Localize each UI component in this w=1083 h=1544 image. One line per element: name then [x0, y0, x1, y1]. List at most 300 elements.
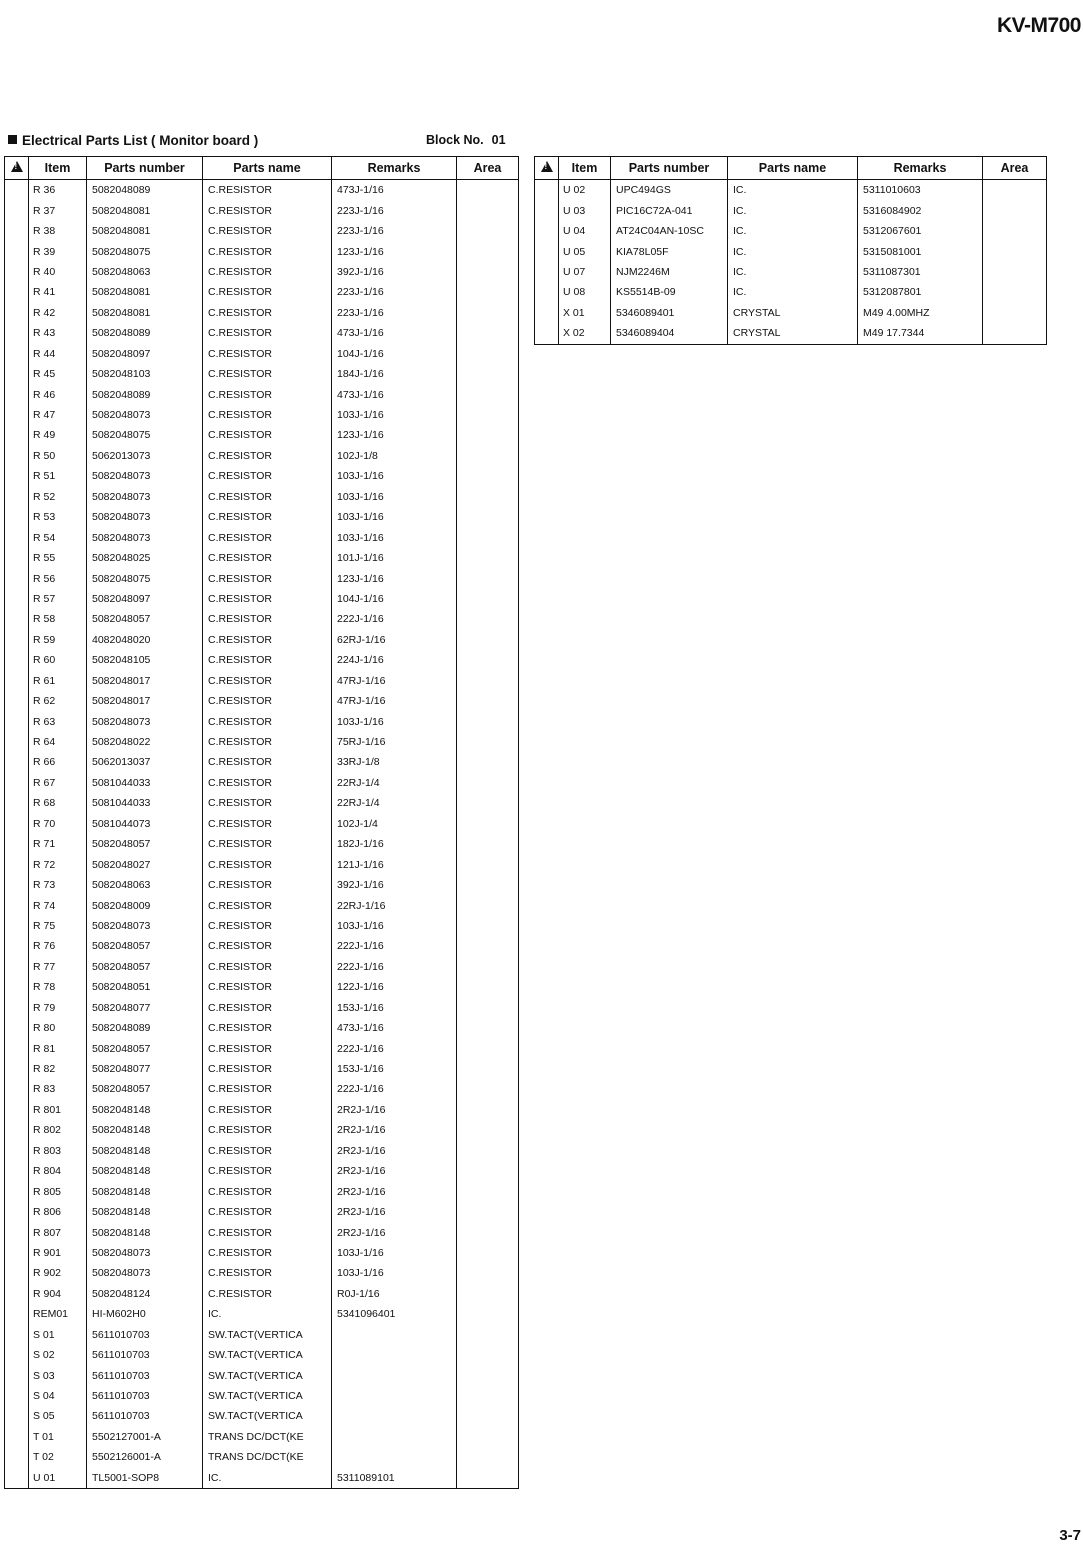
remarks-cell: 123J-1/16 [332, 568, 457, 588]
item-cell: R 66 [29, 752, 87, 772]
area-cell [457, 875, 519, 895]
area-cell [457, 752, 519, 772]
remarks-cell: 103J-1/16 [332, 466, 457, 486]
parts-name-cell: C.RESISTOR [203, 671, 332, 691]
area-cell [457, 1365, 519, 1385]
warning-cell [5, 1141, 29, 1161]
parts-number-cell: 5082048073 [87, 466, 203, 486]
warning-cell [5, 916, 29, 936]
item-cell: R 803 [29, 1141, 87, 1161]
table-row [5, 998, 519, 1018]
item-column-header: Item [559, 157, 611, 180]
block-number [426, 133, 506, 147]
warning-cell [5, 732, 29, 752]
area-cell [457, 323, 519, 343]
warning-cell [5, 1263, 29, 1283]
remarks-cell: 222J-1/16 [332, 957, 457, 977]
area-cell [457, 589, 519, 609]
parts-name-cell: C.RESISTOR [203, 814, 332, 834]
warning-cell [5, 1468, 29, 1489]
item-cell: R 83 [29, 1079, 87, 1099]
warning-cell [5, 1243, 29, 1263]
remarks-column-header: Remarks [858, 157, 983, 180]
item-cell: U 02 [559, 180, 611, 201]
remarks-cell: 224J-1/16 [332, 650, 457, 670]
area-cell [457, 282, 519, 302]
table-row [5, 1386, 519, 1406]
table-row [5, 364, 519, 384]
parts-number-cell: 5062013073 [87, 446, 203, 466]
remarks-cell: 103J-1/16 [332, 507, 457, 527]
parts-name-cell: C.RESISTOR [203, 793, 332, 813]
parts-name-cell: SW.TACT(VERTICA [203, 1386, 332, 1406]
parts-table-right-body [535, 180, 1047, 345]
table-header-row [5, 157, 519, 180]
parts-number-cell: UPC494GS [611, 180, 728, 201]
item-cell: R 63 [29, 711, 87, 731]
section-title [8, 133, 258, 148]
remarks-cell: 103J-1/16 [332, 916, 457, 936]
area-cell [457, 1222, 519, 1242]
parts-name-cell: C.RESISTOR [203, 384, 332, 404]
warning-cell [535, 323, 559, 344]
parts-name-cell: C.RESISTOR [203, 221, 332, 241]
item-cell: R 59 [29, 630, 87, 650]
parts-number-cell: 5346089401 [611, 303, 728, 323]
parts-name-cell: C.RESISTOR [203, 1100, 332, 1120]
item-cell: R 804 [29, 1161, 87, 1181]
table-row [5, 752, 519, 772]
table-row [5, 446, 519, 466]
warning-cell [5, 1222, 29, 1242]
parts-number-cell: 5082048124 [87, 1284, 203, 1304]
remarks-cell: 62RJ-1/16 [332, 630, 457, 650]
table-row [5, 630, 519, 650]
parts-name-cell: CRYSTAL [728, 323, 858, 344]
remarks-cell: 103J-1/16 [332, 487, 457, 507]
area-cell [457, 425, 519, 445]
item-cell: S 04 [29, 1386, 87, 1406]
item-cell: REM01 [29, 1304, 87, 1324]
area-cell [457, 384, 519, 404]
area-cell [457, 1447, 519, 1467]
warning-cell [5, 200, 29, 220]
parts-name-cell: C.RESISTOR [203, 487, 332, 507]
parts-name-cell: TRANS DC/DCT(KE [203, 1447, 332, 1467]
warning-cell [5, 1038, 29, 1058]
item-cell: U 01 [29, 1468, 87, 1489]
remarks-cell: 392J-1/16 [332, 262, 457, 282]
area-cell [457, 1181, 519, 1201]
remarks-cell: 123J-1/16 [332, 425, 457, 445]
area-cell [457, 221, 519, 241]
table-row [535, 200, 1047, 220]
item-cell: R 45 [29, 364, 87, 384]
table-row [5, 732, 519, 752]
parts-name-cell: C.RESISTOR [203, 977, 332, 997]
remarks-cell [332, 1365, 457, 1385]
table-row [5, 814, 519, 834]
parts-name-cell: C.RESISTOR [203, 200, 332, 220]
warning-cell [5, 875, 29, 895]
parts-name-cell: C.RESISTOR [203, 752, 332, 772]
parts-number-cell: 5082048075 [87, 425, 203, 445]
parts-number-cell: 5082048057 [87, 609, 203, 629]
parts-number-cell: AT24C04AN-10SC [611, 221, 728, 241]
area-cell [983, 303, 1047, 323]
warning-cell [5, 1100, 29, 1120]
parts-name-cell: C.RESISTOR [203, 1222, 332, 1242]
parts-number-cell: 5611010703 [87, 1325, 203, 1345]
item-cell: T 02 [29, 1447, 87, 1467]
parts-number-cell: 5082048073 [87, 507, 203, 527]
item-cell: R 904 [29, 1284, 87, 1304]
table-row [535, 180, 1047, 201]
area-cell [457, 487, 519, 507]
parts-name-cell: IC. [728, 282, 858, 302]
item-cell: R 76 [29, 936, 87, 956]
warning-cell [5, 998, 29, 1018]
area-cell [457, 711, 519, 731]
parts-number-cell: 5082048073 [87, 916, 203, 936]
remarks-cell: 222J-1/16 [332, 609, 457, 629]
area-cell [457, 957, 519, 977]
area-cell [983, 221, 1047, 241]
item-cell: R 39 [29, 241, 87, 261]
item-cell: R 802 [29, 1120, 87, 1140]
area-cell [457, 834, 519, 854]
remarks-cell: 392J-1/16 [332, 875, 457, 895]
warning-cell [535, 282, 559, 302]
table-row [535, 262, 1047, 282]
remarks-cell: 184J-1/16 [332, 364, 457, 384]
warning-cell [5, 364, 29, 384]
item-cell: U 07 [559, 262, 611, 282]
item-cell: R 42 [29, 303, 87, 323]
area-cell [457, 650, 519, 670]
parts-name-cell: C.RESISTOR [203, 875, 332, 895]
warning-cell [5, 487, 29, 507]
parts-name-cell: C.RESISTOR [203, 446, 332, 466]
warning-cell [5, 691, 29, 711]
remarks-cell: 121J-1/16 [332, 854, 457, 874]
remarks-cell: 222J-1/16 [332, 1038, 457, 1058]
area-cell [457, 262, 519, 282]
item-cell: R 37 [29, 200, 87, 220]
table-row [535, 303, 1047, 323]
parts-name-cell: IC. [728, 262, 858, 282]
parts-number-cell: 5082048077 [87, 1059, 203, 1079]
warning-column-header [5, 157, 29, 180]
parts-name-cell: C.RESISTOR [203, 1018, 332, 1038]
table-row [5, 711, 519, 731]
parts-number-column-header: Parts number [611, 157, 728, 180]
remarks-cell: 223J-1/16 [332, 221, 457, 241]
item-cell: R 54 [29, 527, 87, 547]
warning-cell [5, 282, 29, 302]
warning-cell [535, 303, 559, 323]
parts-number-cell: 5081044033 [87, 773, 203, 793]
area-cell [983, 200, 1047, 220]
remarks-cell: 473J-1/16 [332, 1018, 457, 1038]
parts-number-cell: 5082048148 [87, 1100, 203, 1120]
parts-number-cell: 5082048081 [87, 282, 203, 302]
remarks-cell: 22RJ-1/4 [332, 793, 457, 813]
parts-number-cell: KIA78L05F [611, 241, 728, 261]
parts-number-cell: 5082048057 [87, 957, 203, 977]
parts-number-cell: 5611010703 [87, 1345, 203, 1365]
parts-number-cell: 5082048148 [87, 1161, 203, 1181]
warning-cell [5, 609, 29, 629]
parts-number-cell: 5082048075 [87, 568, 203, 588]
remarks-cell: 182J-1/16 [332, 834, 457, 854]
parts-table-left [4, 156, 519, 1489]
parts-name-cell: C.RESISTOR [203, 1284, 332, 1304]
remarks-cell [332, 1427, 457, 1447]
table-row [5, 609, 519, 629]
area-cell [457, 180, 519, 201]
table-row [5, 671, 519, 691]
warning-cell [5, 630, 29, 650]
area-cell [457, 1263, 519, 1283]
warning-cell [5, 1365, 29, 1385]
area-cell [457, 1386, 519, 1406]
warning-cell [5, 425, 29, 445]
item-cell: R 50 [29, 446, 87, 466]
parts-number-cell: 5082048057 [87, 1038, 203, 1058]
parts-name-cell: C.RESISTOR [203, 1263, 332, 1283]
area-cell [457, 895, 519, 915]
parts-table-right [534, 156, 1047, 345]
area-cell [983, 262, 1047, 282]
table-row [5, 895, 519, 915]
parts-number-cell: 5082048073 [87, 1263, 203, 1283]
parts-number-cell: PIC16C72A-041 [611, 200, 728, 220]
parts-number-cell: 5082048073 [87, 1243, 203, 1263]
block-label: Block No. [426, 133, 484, 147]
remarks-cell: 223J-1/16 [332, 282, 457, 302]
parts-number-cell: 5082048025 [87, 548, 203, 568]
table-row [5, 1038, 519, 1058]
parts-number-cell: 5082048148 [87, 1120, 203, 1140]
table-row [5, 854, 519, 874]
parts-number-cell: 5081044033 [87, 793, 203, 813]
parts-number-cell: 5502126001-A [87, 1447, 203, 1467]
table-header-row [535, 157, 1047, 180]
table-row [5, 1079, 519, 1099]
remarks-cell: 5311010603 [858, 180, 983, 201]
parts-name-cell: C.RESISTOR [203, 507, 332, 527]
parts-name-cell: TRANS DC/DCT(KE [203, 1427, 332, 1447]
table-row [5, 344, 519, 364]
remarks-cell: 22RJ-1/4 [332, 773, 457, 793]
item-cell: R 56 [29, 568, 87, 588]
item-cell: R 73 [29, 875, 87, 895]
parts-number-cell: TL5001-SOP8 [87, 1468, 203, 1489]
remarks-cell: 473J-1/16 [332, 384, 457, 404]
parts-number-cell: 5082048081 [87, 303, 203, 323]
parts-name-cell: C.RESISTOR [203, 364, 332, 384]
item-cell: X 02 [559, 323, 611, 344]
table-row [5, 425, 519, 445]
remarks-cell: 102J-1/8 [332, 446, 457, 466]
table-row [5, 241, 519, 261]
parts-number-cell: 5611010703 [87, 1406, 203, 1426]
table-row [5, 773, 519, 793]
remarks-cell: 473J-1/16 [332, 323, 457, 343]
area-cell [457, 1427, 519, 1447]
warning-column-header [535, 157, 559, 180]
item-cell: R 75 [29, 916, 87, 936]
warning-cell [5, 711, 29, 731]
warning-cell [5, 895, 29, 915]
area-cell [457, 1100, 519, 1120]
warning-cell [5, 344, 29, 364]
remarks-cell: 102J-1/4 [332, 814, 457, 834]
item-cell: R 901 [29, 1243, 87, 1263]
area-cell [457, 527, 519, 547]
item-cell: R 68 [29, 793, 87, 813]
remarks-cell: 103J-1/16 [332, 527, 457, 547]
warning-cell [535, 221, 559, 241]
item-cell: R 55 [29, 548, 87, 568]
parts-name-cell: C.RESISTOR [203, 834, 332, 854]
remarks-column-header: Remarks [332, 157, 457, 180]
table-row [535, 323, 1047, 344]
item-cell: R 38 [29, 221, 87, 241]
table-row [5, 1120, 519, 1140]
remarks-cell: R0J-1/16 [332, 1284, 457, 1304]
remarks-cell: 2R2J-1/16 [332, 1141, 457, 1161]
item-cell: R 61 [29, 671, 87, 691]
table-row [5, 977, 519, 997]
area-cell [457, 1345, 519, 1365]
remarks-cell: 222J-1/16 [332, 1079, 457, 1099]
item-cell: R 79 [29, 998, 87, 1018]
parts-number-cell: 5082048148 [87, 1202, 203, 1222]
area-cell [457, 405, 519, 425]
area-cell [457, 936, 519, 956]
parts-name-column-header: Parts name [728, 157, 858, 180]
parts-name-cell: C.RESISTOR [203, 1181, 332, 1201]
parts-name-cell: C.RESISTOR [203, 1161, 332, 1181]
table-row [5, 1181, 519, 1201]
parts-number-cell: 5082048017 [87, 691, 203, 711]
table-row [5, 1018, 519, 1038]
table-row [5, 691, 519, 711]
area-cell [457, 1120, 519, 1140]
remarks-cell: 2R2J-1/16 [332, 1181, 457, 1201]
remarks-cell: 5312087801 [858, 282, 983, 302]
item-cell: R 51 [29, 466, 87, 486]
parts-number-cell: 5082048148 [87, 1222, 203, 1242]
table-row [5, 1284, 519, 1304]
item-cell: R 71 [29, 834, 87, 854]
item-cell: R 57 [29, 589, 87, 609]
item-cell: U 05 [559, 241, 611, 261]
table-row [5, 262, 519, 282]
warning-cell [5, 1202, 29, 1222]
warning-cell [5, 1345, 29, 1365]
item-cell: R 44 [29, 344, 87, 364]
item-cell: R 902 [29, 1263, 87, 1283]
item-cell: R 40 [29, 262, 87, 282]
remarks-cell: 5311089101 [332, 1468, 457, 1489]
remarks-cell: 47RJ-1/16 [332, 671, 457, 691]
warning-cell [5, 1059, 29, 1079]
warning-cell [535, 262, 559, 282]
remarks-cell: 47RJ-1/16 [332, 691, 457, 711]
model-number: KV-M700 [996, 14, 1081, 37]
remarks-cell [332, 1406, 457, 1426]
item-cell: S 05 [29, 1406, 87, 1426]
area-cell [457, 1161, 519, 1181]
parts-name-cell: C.RESISTOR [203, 998, 332, 1018]
item-cell: R 82 [29, 1059, 87, 1079]
warning-cell [5, 773, 29, 793]
remarks-cell: 2R2J-1/16 [332, 1100, 457, 1120]
area-cell [457, 732, 519, 752]
area-cell [457, 977, 519, 997]
warning-cell [535, 200, 559, 220]
warning-cell [5, 241, 29, 261]
item-cell: R 80 [29, 1018, 87, 1038]
parts-number-cell: 5082048017 [87, 671, 203, 691]
remarks-cell: M49 4.00MHZ [858, 303, 983, 323]
remarks-cell [332, 1447, 457, 1467]
warning-cell [5, 1120, 29, 1140]
area-cell [457, 1284, 519, 1304]
parts-name-cell: C.RESISTOR [203, 568, 332, 588]
warning-cell [5, 446, 29, 466]
area-cell [457, 548, 519, 568]
area-cell [457, 446, 519, 466]
area-cell [983, 282, 1047, 302]
warning-cell [5, 507, 29, 527]
item-cell: U 03 [559, 200, 611, 220]
parts-name-cell: C.RESISTOR [203, 241, 332, 261]
parts-name-cell: C.RESISTOR [203, 1243, 332, 1263]
parts-number-cell: 5081044073 [87, 814, 203, 834]
parts-name-cell: C.RESISTOR [203, 650, 332, 670]
area-cell [457, 793, 519, 813]
item-cell: R 70 [29, 814, 87, 834]
item-cell: R 43 [29, 323, 87, 343]
warning-cell [5, 180, 29, 201]
area-cell [457, 1325, 519, 1345]
remarks-cell: 101J-1/16 [332, 548, 457, 568]
remarks-cell: 104J-1/16 [332, 589, 457, 609]
parts-name-cell: SW.TACT(VERTICA [203, 1345, 332, 1365]
area-cell [457, 998, 519, 1018]
area-column-header: Area [983, 157, 1047, 180]
area-cell [457, 1304, 519, 1324]
warning-cell [5, 589, 29, 609]
parts-number-cell: 5082048073 [87, 487, 203, 507]
table-row [5, 1161, 519, 1181]
warning-cell [5, 1079, 29, 1099]
remarks-cell: 103J-1/16 [332, 1243, 457, 1263]
table-row [5, 323, 519, 343]
parts-number-cell: 5082048009 [87, 895, 203, 915]
parts-name-cell: C.RESISTOR [203, 589, 332, 609]
area-cell [457, 303, 519, 323]
warning-cell [5, 405, 29, 425]
parts-number-cell: 5082048077 [87, 998, 203, 1018]
table-row [5, 384, 519, 404]
remarks-cell: 223J-1/16 [332, 200, 457, 220]
table-row [5, 303, 519, 323]
